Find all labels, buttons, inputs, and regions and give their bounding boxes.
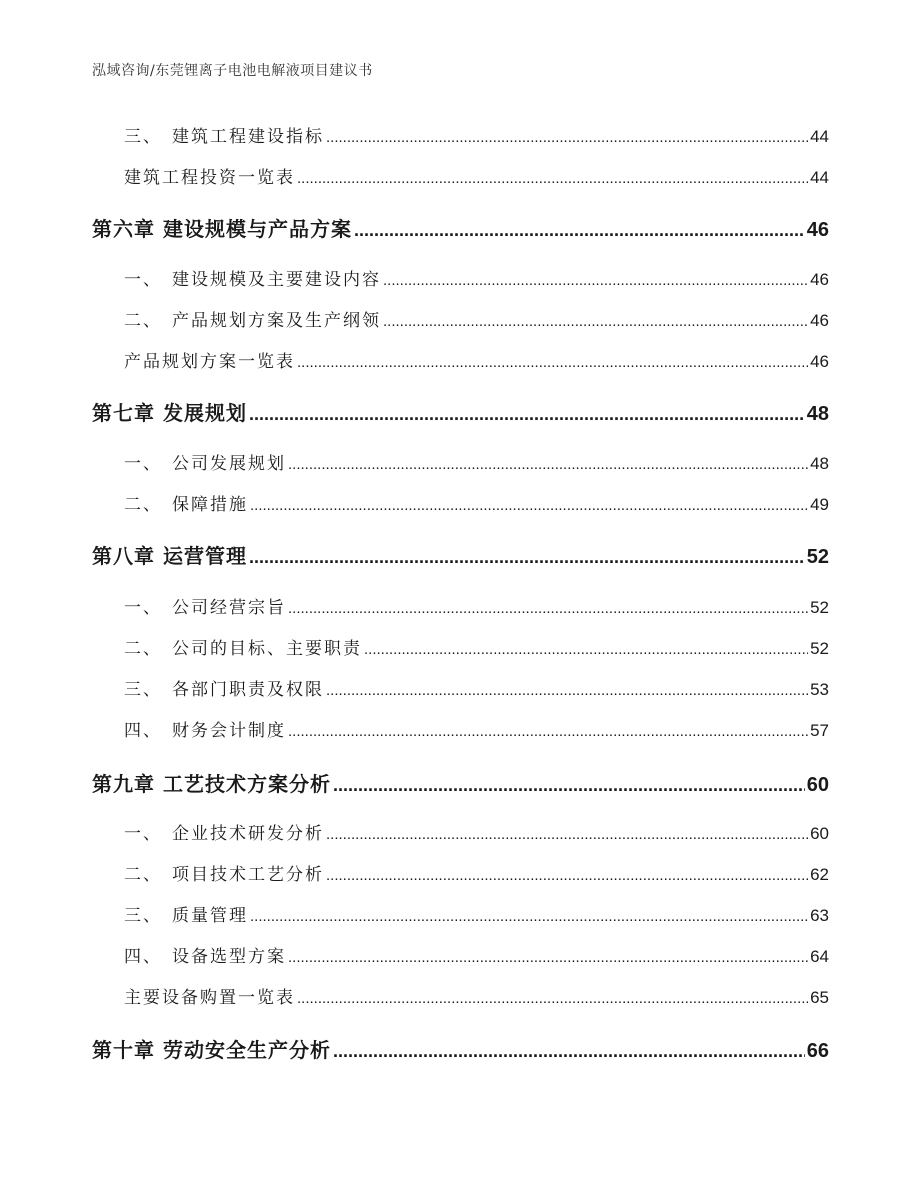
toc-entry-title: 设备选型方案: [172, 947, 286, 967]
toc-entry-title: 第八章 运营管理: [92, 544, 247, 568]
toc-leader-dots: [383, 270, 808, 290]
toc-leader-dots: [288, 721, 808, 741]
toc-entry-title: 第九章 工艺技术方案分析: [92, 772, 331, 796]
toc-entry-title: 企业技术研发分析: [172, 824, 324, 844]
toc-entry-title: 第十章 劳动安全生产分析: [92, 1038, 331, 1062]
toc-page-number: 66: [806, 1040, 829, 1062]
toc-page-number: 46: [810, 270, 829, 289]
toc-leader-dots: [288, 454, 808, 474]
toc-entry-title: 主要设备购置一览表: [124, 988, 295, 1008]
toc-entry-title: 财务会计制度: [172, 721, 286, 741]
toc-section-entry[interactable]: [0, 901, 920, 926]
toc-leader-dots: [288, 947, 808, 967]
toc-entry-number: 一、: [124, 454, 162, 474]
toc-leader-dots: [297, 168, 808, 188]
toc-section-entry[interactable]: [0, 675, 920, 700]
toc-page-number: 52: [810, 639, 829, 658]
toc-entry-number: 一、: [124, 824, 162, 844]
toc-leader-dots: [288, 598, 808, 618]
toc-leader-dots: [326, 824, 808, 844]
toc-entry-number: 二、: [124, 865, 162, 885]
toc-entry-title: 第六章 建设规模与产品方案: [92, 217, 352, 241]
toc-section-entry[interactable]: [0, 634, 920, 659]
toc-page-number: 46: [810, 352, 829, 371]
toc-entry-title: 各部门职责及权限: [172, 680, 324, 700]
toc-section-entry[interactable]: [0, 860, 920, 885]
toc-entry-title: 建设规模及主要建设内容: [172, 270, 381, 290]
toc-chapter-entry[interactable]: [0, 397, 920, 426]
toc-entry-number: 二、: [124, 495, 162, 515]
toc-page-number: 46: [810, 311, 829, 330]
toc-section-entry[interactable]: [0, 983, 920, 1008]
toc-section-entry[interactable]: [0, 347, 920, 372]
toc-entry-title: 公司经营宗旨: [172, 598, 286, 618]
toc-entry-title: 建筑工程建设指标: [172, 127, 324, 147]
toc-entry-number: 一、: [124, 598, 162, 618]
toc-leader-dots: [326, 680, 808, 700]
toc-entry-title: 项目技术工艺分析: [172, 865, 324, 885]
toc-section-entry[interactable]: [0, 306, 920, 331]
toc-entry-title: 产品规划方案及生产纲领: [172, 311, 381, 331]
toc-section-entry[interactable]: [0, 265, 920, 290]
toc-entry-title: 质量管理: [172, 906, 248, 926]
toc-leader-dots: [297, 352, 808, 372]
toc-page-number: 65: [810, 988, 829, 1007]
toc-chapter-entry[interactable]: [0, 540, 920, 569]
toc-entry-number: 一、: [124, 270, 162, 290]
toc-page-number: 64: [810, 947, 829, 966]
toc-leader-dots: [297, 988, 808, 1008]
toc-chapter-entry[interactable]: [0, 768, 920, 797]
toc-entry-title: 建筑工程投资一览表: [124, 168, 295, 188]
toc-page-number: 62: [810, 865, 829, 884]
toc-entry-title: 公司发展规划: [172, 454, 286, 474]
toc-entry-title: 保障措施: [172, 495, 248, 515]
toc-entry-number: 三、: [124, 906, 162, 926]
toc-entry-number: 三、: [124, 680, 162, 700]
toc-entry-number: 四、: [124, 721, 162, 741]
toc-page-number: 49: [810, 495, 829, 514]
toc-leader-dots: [250, 495, 808, 515]
toc-leader-dots: [333, 772, 805, 796]
toc-chapter-entry[interactable]: [0, 1034, 920, 1063]
toc-entry-title: 产品规划方案一览表: [124, 352, 295, 372]
toc-leader-dots: [326, 865, 808, 885]
toc-page-number: 52: [810, 598, 829, 617]
toc-page-number: 60: [806, 774, 829, 796]
toc-section-entry[interactable]: [0, 122, 920, 147]
toc-page-number: 48: [806, 403, 829, 425]
toc-page-number: 60: [810, 824, 829, 843]
toc-entry-number: 三、: [124, 127, 162, 147]
page-header: 泓域咨询/东莞锂离子电池电解液项目建议书: [92, 63, 373, 79]
toc-page-number: 44: [810, 168, 829, 187]
toc-entry-title: 第七章 发展规划: [92, 401, 247, 425]
toc-section-entry[interactable]: [0, 942, 920, 967]
toc-leader-dots: [383, 311, 808, 331]
toc-section-entry[interactable]: [0, 593, 920, 618]
toc-page-number: 52: [806, 546, 829, 568]
toc-section-entry[interactable]: [0, 163, 920, 188]
toc-entry-number: 二、: [124, 311, 162, 331]
toc-section-entry[interactable]: [0, 490, 920, 515]
toc-leader-dots: [364, 639, 808, 659]
toc-page-number: 63: [810, 906, 829, 925]
toc-page-number: 44: [810, 127, 829, 146]
toc-page-number: 46: [806, 219, 829, 241]
toc-leader-dots: [354, 217, 805, 241]
toc-section-entry[interactable]: [0, 716, 920, 741]
toc-chapter-entry[interactable]: [0, 213, 920, 242]
toc-leader-dots: [249, 401, 805, 425]
toc-leader-dots: [326, 127, 808, 147]
toc-section-entry[interactable]: [0, 449, 920, 474]
toc-page-number: 53: [810, 680, 829, 699]
toc-leader-dots: [250, 906, 808, 926]
toc-section-entry[interactable]: [0, 819, 920, 844]
toc-entry-number: 四、: [124, 947, 162, 967]
toc-leader-dots: [249, 544, 805, 568]
toc-page-number: 48: [810, 454, 829, 473]
toc-leader-dots: [333, 1038, 805, 1062]
toc-page-number: 57: [810, 721, 829, 740]
toc-entry-title: 公司的目标、主要职责: [172, 639, 362, 659]
toc-entry-number: 二、: [124, 639, 162, 659]
